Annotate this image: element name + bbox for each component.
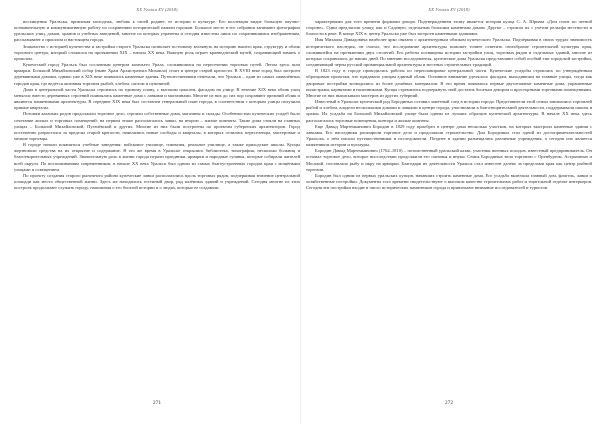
paragraph: восхищения Уральска, привлекая молодежь, любовь к своей родине, ее истории и культуре. Его коллекция видит большую научно-познавательную и коммуникативную работу по сохранению исторической памяти горожан. Большое место в его собрании занимают фотографии уральских улиц, домов, храмов и учебных заведений, многие из которых утрачены и сегодня известны лишь по сохранившимся изображениям, рассказывают о прошлом и настоящем города.: [14, 19, 300, 43]
left-running-head: ХХ Уголки XV (2018): [136, 7, 178, 12]
left-page-number: 271: [152, 400, 162, 406]
paragraph: Знакомство с историей купечества и застройки старого Уральска позволяет по-новому взглянуть на историю нашего края, структуру и облик торгового центра, который сложился на протяжении XIX – начала XX века. Важную роль играет краеведческий музей, сохраняющий память о прошлом.: [14, 43, 300, 61]
left-body-text: [14, 19, 300, 391]
paragraph: Дома в центральной части Уральска строились по единому плану, с высоким цоколем, фасадом на улицу. В течение XIX века облик улиц менялся: вместо деревянных строений появлялись каменные дома с лавками и магазинами. Многие из них до сих пор сохраняют прежний облик и являются памятниками архитектуры. В середине XIX века был составлен генеральный план города, в соответствии с которым улицы получили прямые кварталы.: [14, 86, 300, 111]
paragraph: По проекту создания старого рыночного района купеческие лавки располагались вдоль торговых рядов, подчеркивая значение центральной площади как места общественной жизни. Здесь же находились гостиный двор, ряд казённых зданий и учреждений. Сегодня многие из этих построек продолжают служить городу, напоминая о его богатой истории и о людях, которые ее создавали.: [14, 172, 300, 191]
paragraph: Купеческий город Уральск был сословным центром казачьего Урала, сложившимся на пересечении торговых путей. Летом здесь шли ярмарки. Большой Михайловский собор (ныне Храм Архистратига Михаила) стоит в центре старой крепости. В XVIII веке город был застроен деревянными домами, однако уже в XIX веке появились каменные здания. Путешественники отмечали, что Уральск – один из самых оживлённых городов края, где ведётся активная торговля рыбой, хлебом, скотом и пушниной.: [14, 62, 300, 86]
right-page-number: 272: [444, 400, 454, 406]
right-running-head: ХХ Уголки XV (2018): [428, 7, 470, 12]
paragraph: Бородин был одним из первых уральских купцов, начавших строить каменные дома. Его усадьба включала главный дом, флигель, лавки и хозяйственные постройки. Документы того времени свидетельствуют о высоком качестве строительных работ и тщательной отделке интерьеров. Сегодня эти постройки входят в число исторических памятников города и привлекают внимание исследователей и туристов.: [306, 172, 592, 191]
paragraph: Потомки казачьих родов продолжали торговое дело, строили собственные дома, магазины и склады. Особенностью купеческих усадеб было сочетание жилых и торговых помещений: на первом этаже располагались лавки, на втором – жилые комнаты. Такие дома стояли на главных улицах – Большой Михайловской, Пугачёвской и других. Многие из них были построены по проектам губернских архитекторов. Город постепенно разрастался за пределы старой крепости, появлялись новые слободы и кварталы, в которых селились переселенцы, мастеровые и мелкие торговцы.: [14, 111, 300, 141]
paragraph: Известный в Уральске купеческий род Бородиных оставил заметный след в истории города. Представители этой семьи занимались торговлей рыбой и хлебом, владели несколькими домами и лавками в центре города, участвовали в благотворительной деятельности, поддерживали школы и храмы. Их усадьба на Большой Михайловской улице была одним из лучших образцов купеческой архитектуры. В начале XX века здесь располагались торговые помещения, контора и жилые комнаты.: [306, 99, 592, 123]
paragraph: характерными для того времени формами декора. Подтверждением этому является история купца С. А. Юрьева «Дом стоит по четной стороне». Одни предлагали улицу, как и Садовую, отдельным большим каменным домам. Другие – строили их с учётом рельефа местности и близости к реке. В конце XIX в. центр Уральска уже был застроен каменными зданиями.: [306, 19, 592, 37]
left-page: [14, 0, 300, 424]
paragraph: В городе начали появляться учебные заведения: войсковое училище, гимназия, реальное училище, а также приходские школы. Купцы жертвовали средства на их открытие и содержание. В это же время в Уральске открылись библиотека, типография, несколько больниц и благотворительных учреждений. Значительную роль в жизни города играли праздники, ярмарки и народные гулянья, которые собирали жителей всей округи. По воспоминаниям современников, в начале ХХ века Уральск был одним из самых благоустроенных городов края с мощёными улицами и освещением.: [14, 142, 300, 172]
right-body-text: [306, 19, 592, 391]
gutter-divider: [300, 0, 301, 424]
paragraph: Бородин Давыд Мартемьянович (1762–1810) – потомственный уральский казак, участник военных походов, известный предприниматель. Он основал торговое дело, которое впоследствии продолжили его сыновья и внуки. Семья Бородиных вела торговлю с Оренбургом, Астраханью и Москвой, поставляла рыбу и икру на ярмарки. Благодаря их деятельности Уральск стал известен далеко за пределами края как центр рыбной торговли.: [306, 148, 592, 172]
paragraph: В 1823 году в городе проводились работы по перепланировке центральной части. Купеческие усадьбы строились по утверждённым образцовым проектам, что придавало улицам единый облик. Основное внимание уделялось фасадам, выходившим на главные улицы, тогда как дворовые постройки возводились из более дешёвых материалов. В это время появились первые двухэтажные каменные дома, украшенные пилястрами, карнизами и наличниками. Купцы стремились подчеркнуть свой достаток богатым декором и просторными торговыми помещениями. Многие из них выписывали мастеров из других губерний.: [306, 68, 592, 98]
paragraph: Имя Михаила Давыдовича наиболее ярко связано с архитектурным обликом купеческого Уральска. Подчёркивая в своих трудах значимость исторического наследия, он считал, что исследование архитектуры поможет точнее осветить своеобразие строительной культуры края, сложившейся на протяжении двух столетий. Его работы посвящены истории застройки улиц, торговых рядов и отдельных зданий, многие из которых сохранились до наших дней. По мнению исследователя, купеческие дома Уральска представляют собой особый тип городской застройки, соединяющий черты русской провинциальной архитектуры и местных строительных традиций.: [306, 37, 592, 68]
right-page: [306, 0, 592, 424]
paragraph: Еще Давыд Мартемьянович Бородин в 1829 году приобрел в центре дома несколько участков, на которых выстроил каменные здания с лавками. Его наследники расширили торговое дело и продолжили строительство. Дом Бородиных стал одной из достопримечательностей Уральска, о нём писали путешественники и исследователи. Позднее в здании размещались различные учреждения, а сегодня оно является памятником истории и культуры.: [306, 123, 592, 148]
